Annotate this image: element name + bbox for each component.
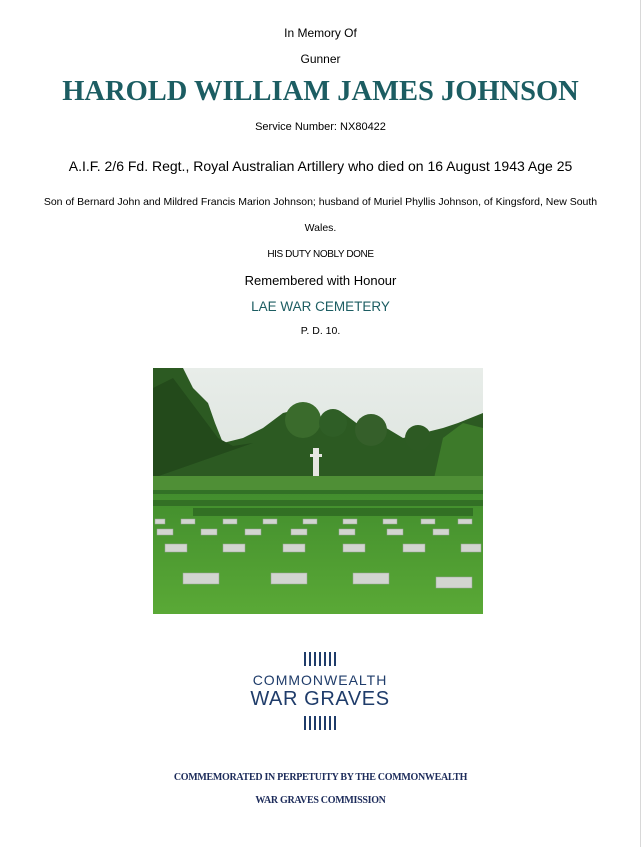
remembered-with-honour: Remembered with Honour [244,273,397,288]
cemetery-photo [153,368,483,614]
logo-text-war-graves: WAR GRAVES [250,688,390,710]
footer-line-1: COMMEMORATED IN PERPETUITY BY THE COMMONWEALTH [173,772,468,783]
cwgc-logo [220,650,420,740]
rank-label: Gunner [300,52,341,66]
family-details: Son of Bernard John and Mildred Francis Marion Johnson; husband of Muriel Phyllis Johnson, of Kingsford, New South Wales. [43,196,598,234]
footer-line-2: WAR GRAVES COMMISSION [255,795,386,806]
cemetery-name: LAE WAR CEMETERY [251,299,390,314]
grave-reference: P. D. 10. [300,325,341,337]
logo-top-bars [220,650,420,666]
in-memory-label: In Memory Of [284,26,357,40]
casualty-name: HAROLD WILLIAM JAMES JOHNSON [62,76,579,107]
headstone-inscription: HIS DUTY NOBLY DONE [267,249,374,260]
service-number: Service Number: NX80422 [255,121,386,133]
logo-bottom-bars [220,716,420,732]
logo-text-commonwealth: COMMONWEALTH [252,672,388,688]
unit-and-death-details: A.I.F. 2/6 Fd. Regt., Royal Australian Artillery who died on 16 August 1943 Age 25 [68,158,573,174]
